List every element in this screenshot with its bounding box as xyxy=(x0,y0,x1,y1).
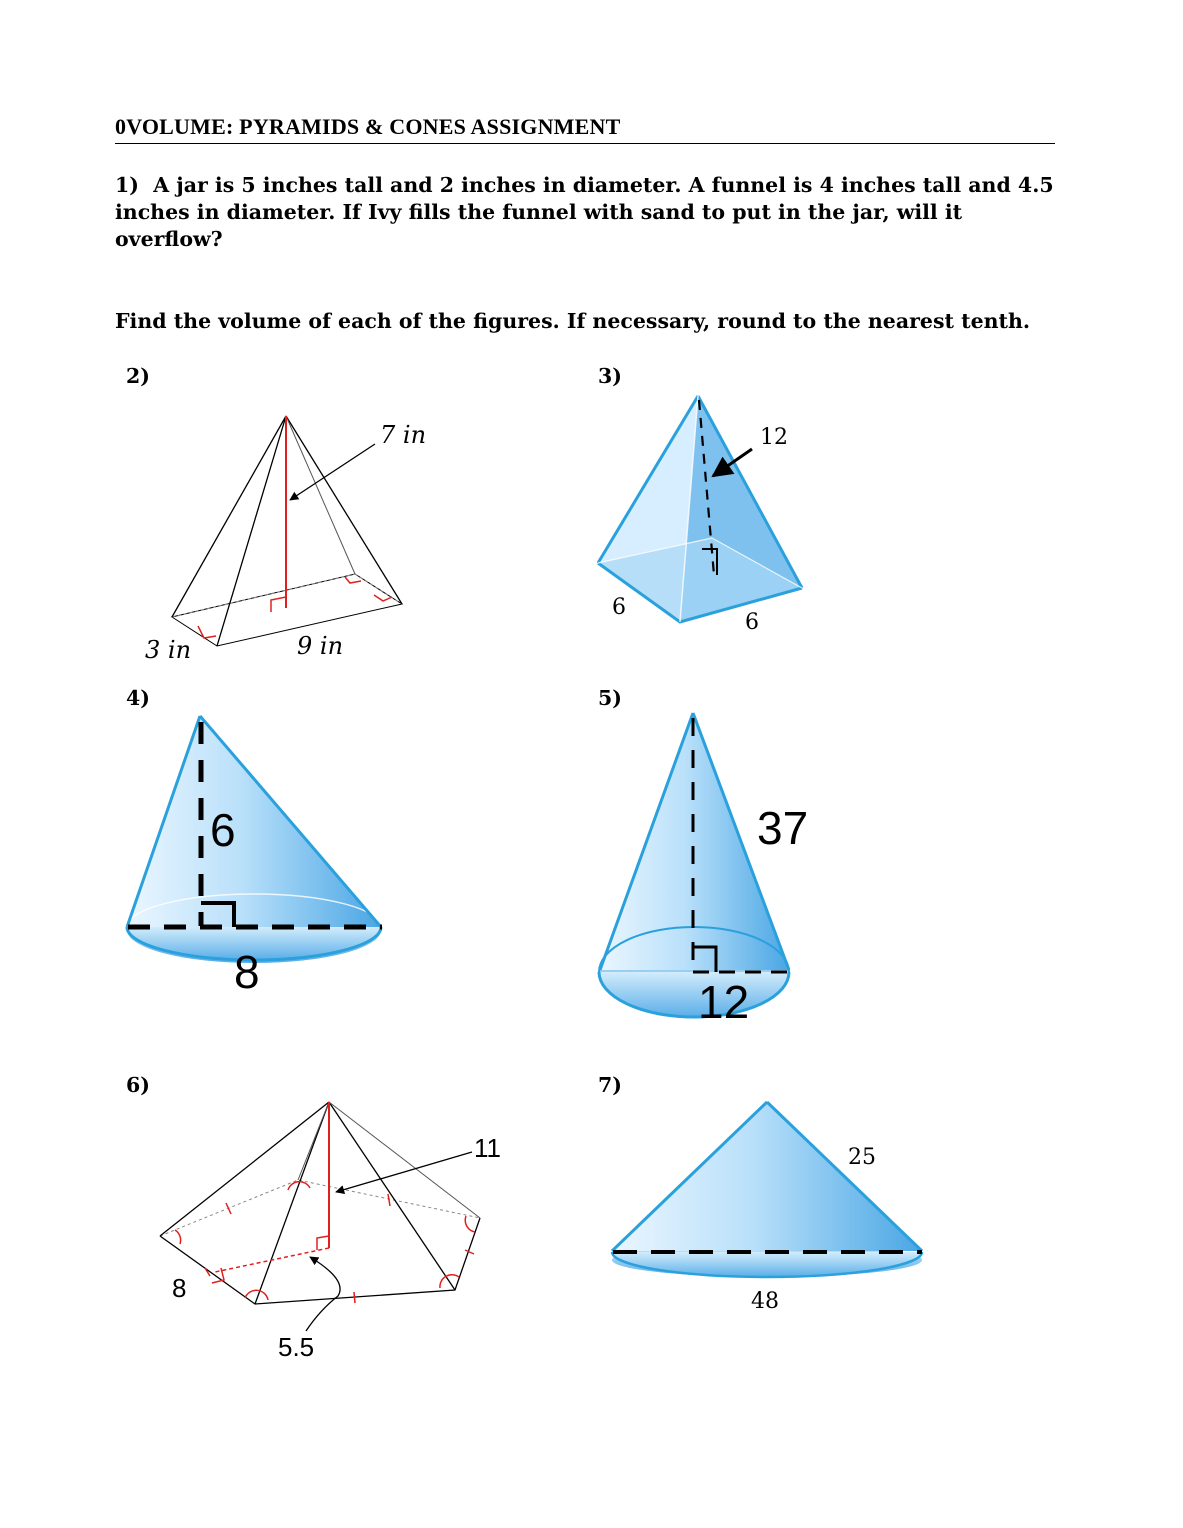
cone-7-slant-label: 25 xyxy=(848,1145,876,1170)
cone-4-body xyxy=(127,716,381,927)
pyramid-6-base-back xyxy=(160,1180,480,1236)
figure-3-square-pyramid xyxy=(598,396,802,635)
instructions: Find the volume of each of the figures. If necessary, round to the nearest tenth. xyxy=(115,309,1031,333)
figure-6-pentagonal-pyramid xyxy=(160,1102,501,1362)
pyramid-6-edge-5 xyxy=(329,1102,480,1218)
pyramid-6-apothem-arrow xyxy=(306,1257,340,1331)
figure-2-rectangular-pyramid xyxy=(145,416,426,664)
pyramid-6-angle-mark-4 xyxy=(465,1216,475,1232)
page-title: 0VOLUME: PYRAMIDS & CONES ASSIGNMENT xyxy=(115,114,1055,144)
problem-7-number: 7) xyxy=(598,1073,622,1097)
question-1-number: 1) xyxy=(115,173,139,197)
pyramid-6-height-label: 11 xyxy=(474,1133,501,1163)
pyramid-6-edge-1 xyxy=(160,1102,329,1236)
pyramid-2-edge-1 xyxy=(172,416,286,617)
pyramid-6-apothem-label: 5.5 xyxy=(278,1332,315,1362)
pyramid-2-length-label: 9 in xyxy=(297,632,344,660)
figure-4-cone xyxy=(127,716,382,998)
cone-5-height-label: 37 xyxy=(757,802,809,854)
pyramid-6-tick-4 xyxy=(388,1194,390,1206)
pyramid-6-edge-2 xyxy=(255,1102,329,1304)
figure-7-cone xyxy=(612,1102,922,1314)
question-1-text: A jar is 5 inches tall and 2 inches in diameter. A funnel is 4 inches tall and 4.5 inches in diameter. If Ivy fills the funnel with sand to put in the jar, will it overflow? xyxy=(115,173,1054,251)
problem-6-number: 6) xyxy=(126,1073,150,1097)
pyramid-3-side-a-label: 6 xyxy=(612,595,626,620)
figure-5-cone xyxy=(599,713,808,1028)
pyramid-6-edge-3 xyxy=(329,1102,455,1290)
pyramid-2-corner-mark-1 xyxy=(198,626,216,638)
pyramid-6-apothem-line xyxy=(215,1248,329,1272)
cone-7-body xyxy=(612,1102,922,1251)
cone-4-diameter-label: 8 xyxy=(234,946,260,998)
problem-3-number: 3) xyxy=(598,364,622,388)
problem-5-number: 5) xyxy=(598,686,622,710)
pyramid-6-base-front xyxy=(160,1218,480,1304)
pyramid-3-side-b-label: 6 xyxy=(745,610,759,635)
pyramid-2-width-label: 3 in xyxy=(145,636,192,664)
pyramid-2-height-label: 7 in xyxy=(380,421,427,449)
pyramid-6-apothem-mark xyxy=(212,1268,224,1283)
pyramid-6-height-arrow xyxy=(336,1152,472,1192)
pyramid-2-right-angle xyxy=(271,597,286,612)
pyramid-6-side-label: 8 xyxy=(172,1273,187,1303)
pyramid-3-height-label: 12 xyxy=(760,425,788,450)
cone-5-base-front xyxy=(599,972,789,1017)
pyramid-6-angle-mark-1 xyxy=(175,1230,181,1244)
cone-4-height-label: 6 xyxy=(210,804,236,856)
pyramid-6-tick-2 xyxy=(354,1292,355,1303)
cone-7-base-front xyxy=(612,1252,922,1277)
pyramid-2-edge-4 xyxy=(286,416,355,574)
pyramid-2-corner-mark-3 xyxy=(345,577,361,583)
cone-5-radius-label: 12 xyxy=(698,976,750,1028)
cone-7-diameter-label: 48 xyxy=(751,1289,779,1314)
problem-4-number: 4) xyxy=(126,686,150,710)
problem-2-number: 2) xyxy=(126,364,150,388)
pyramid-6-tick-3 xyxy=(465,1250,474,1254)
pyramid-2-edge-2 xyxy=(217,416,286,646)
